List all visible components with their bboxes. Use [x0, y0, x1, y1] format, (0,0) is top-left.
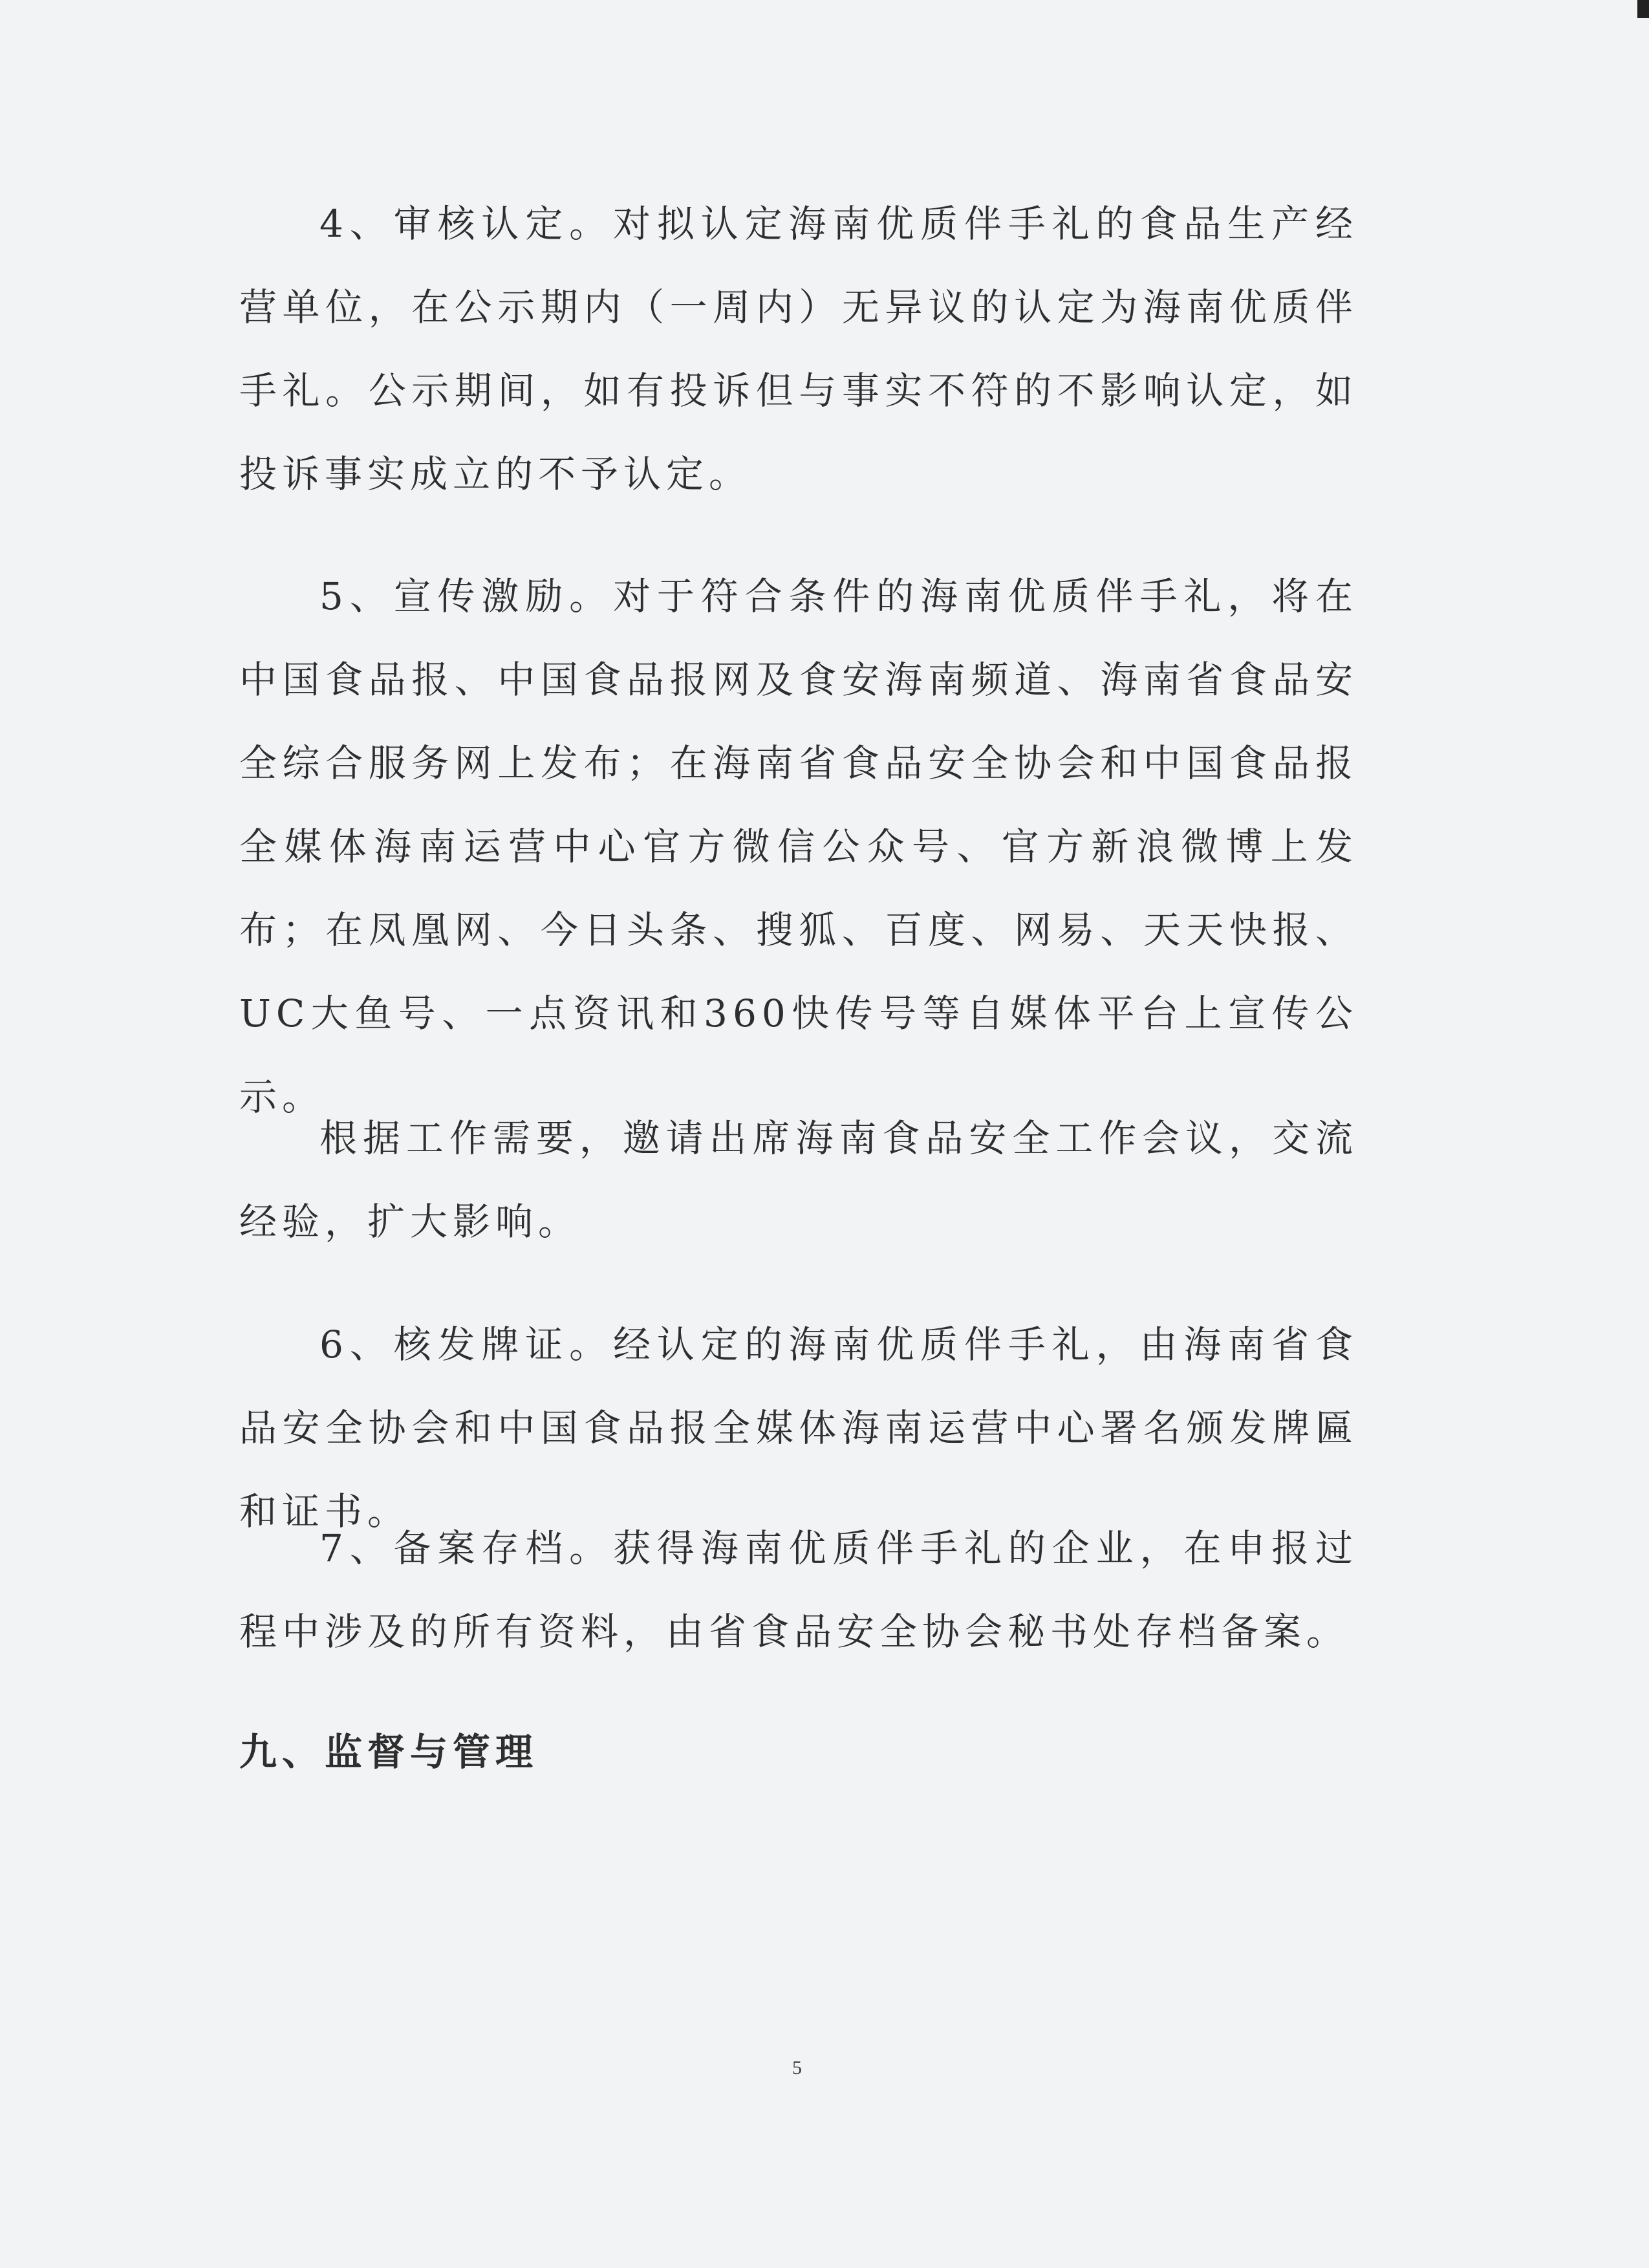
- scan-edge-mark: [1637, 0, 1649, 18]
- paragraph-review-certification: 4、审核认定。对拟认定海南优质伴手礼的食品生产经营单位，在公示期内（一周内）无异议的认定为海南优质伴手礼。公示期间，如有投诉但与事实不符的不影响认定，如投诉事实成立的不予认定。: [239, 202, 1358, 496]
- page-number: 5: [792, 2057, 802, 2079]
- paragraph-filing-archive: 7、备案存档。获得海南优质伴手礼的企业，在申报过程中涉及的所有资料，由省食品安全协会秘书处存档备案。: [239, 1526, 1358, 1654]
- section-heading-supervision: 九、监督与管理: [239, 1730, 539, 1774]
- paragraph-publicity-incentive: 5、宣传激励。对于符合条件的海南优质伴手礼，将在中国食品报、中国食品报网及食安海南频道、海南省食品安全综合服务网上发布；在海南省食品安全协会和中国食品报全媒体海南运营中心官方微信公众号、官方新浪微博上发布；在凤凰网、今日头条、搜狐、百度、网易、天天快报、UC大鱼号、一点资讯和360快传号等自媒体平台上宣传公示。: [239, 574, 1358, 1119]
- paragraph-meeting-invitation: 根据工作需要，邀请出席海南食品安全工作会议，交流经验，扩大影响。: [239, 1116, 1358, 1244]
- paragraph-issue-certificates: 6、核发牌证。经认定的海南优质伴手礼，由海南省食品安全协会和中国食品报全媒体海南运营中心署名颁发牌匾和证书。: [239, 1323, 1358, 1533]
